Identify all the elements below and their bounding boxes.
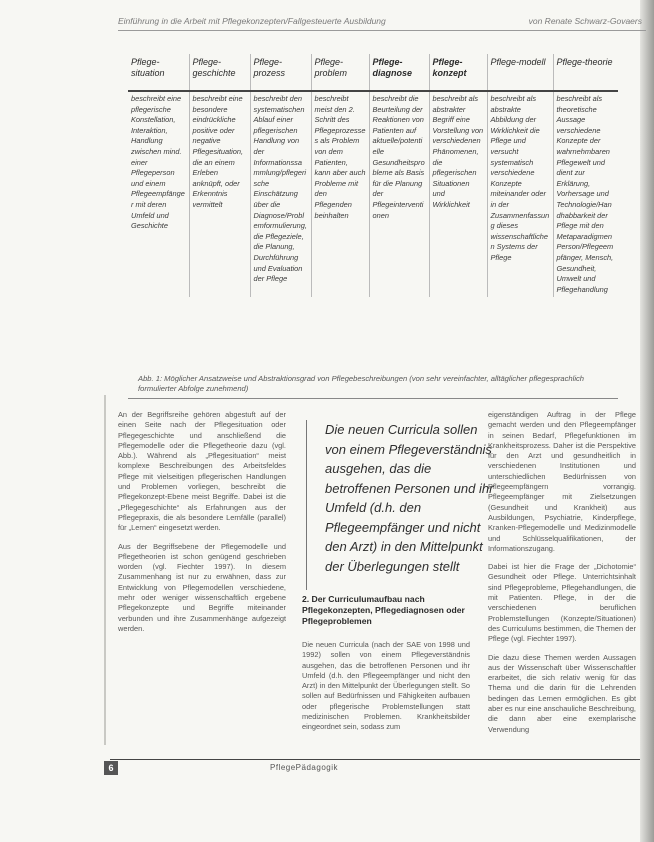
col-header-pflegekonzept: Pflege-konzept [429,54,487,91]
col-header-pflegegeschichte: Pflege-geschichte [189,54,250,91]
table-cell: beschreibt als abstrakte Abbildung der Wirklichkeit die Pflege und versucht systematisch verschiedene Konzepte miteinander oder in der Zusammenfassung dieses wissenschaftlichen Systems der Pflege [487,91,553,297]
col-header-pflegeprozess: Pflege-prozess [250,54,311,91]
col-header-pflegesituation: Pflege-situation [128,54,189,91]
table-cell: beschreibt den systematischen Ablauf einer pflegerischen Handlung von der Informationssammlung/pflegerische Einschätzung über die Diagnose/Problemformulierung, die Pflegeziele, die Planung, Durchführung und Evaluation der Pflege [250,91,311,297]
col-header-pflegeproblem: Pflege-problem [311,54,369,91]
paragraph: eigenständigen Auftrag in der Pflege gemacht werden und den Pflegeempfänger in seinen Bedarf, Pflegefunktionen im Krankheitsprozess. Daher ist die Perspektive für den Arzt und gesundheitlich in verschiedenen Institutionen und unterschiedlichen Bedürfnissen von Pflegeempfängern vorrangig. Pflegeempfänger mit Zielsetzungen (Gesundheit und Krankheit) aus Ausbildungen, Psychiatrie, Kinderpflege, Kranken-Pflegemodelle und Medizinmodelle und Schlüsselqualifikationen, der Informationszugang. [488,410,636,553]
table-header-row [128,54,618,91]
header-left: Einführung in die Arbeit mit Pflegekonzepten/Fallgesteuerte Ausbildung [118,16,386,26]
journal-name: PflegePädagogik [270,763,338,772]
paragraph: An der Begriffsreihe gehören abgestuft auf der einen Seite nach der Pflegesituation oder Pflegegeschichte und anschließend die Pflegemodelle oder die Pflegetheorie dazu (vgl. Abb.). Während als „Pflegesituation“ meist komplexe Beschreibungen des Arbeitsfeldes Pflege mit vielseitigen pflegerischen Handlungen und Problemen vorliegen, beschreibt die Pflegekonzept-Ebene meist Begriffe. Dabei ist die „Pflegegeschichte“ als Erfahrungen aus der Pflegepraxis, die als besondere Lernfälle (parallel) für „Lernen“ eingesetzt werden. [118,410,286,533]
paragraph: Dabei ist hier die Frage der „Dichotomie“ Gesundheit oder Pflege. Unterrichtsinhalt sind Pflegeprobleme, Pflegehandlungen, die mit Patienten. Pflege, in der die verschiedenen beruflichen Problemstellungen (Konzepte/Situationen) des Curriculums bestimmen, die Themen der Pflege (vgl. Fiechter 1997). [488,562,636,644]
paragraph: Die dazu diese Themen werden Aussagen aus der Wissenschaft über Wissenschaftler erarbeitet, die sich relativ wenig für das Thema und die darin für die Lehrenden bedingen das Lernen ermöglichen. Es gibt aber es nur eine anschauliche Beschreibung, die dann aber eine exemplarische Verwendung [488,652,636,734]
col-header-pflegediagnose: Pflege-diagnose [369,54,429,91]
col-header-pflegetheorie: Pflege-theorie [553,54,618,91]
table-cell: beschreibt eine besondere eindrückliche positive oder negative Pflegesituation, die an einem Erleben anknüpft, oder Erkenntnis vermittelt [189,91,250,297]
caption-rule [128,398,618,399]
page-edge-shadow [640,0,654,842]
running-header [118,14,646,30]
footer-rule [110,759,640,760]
table-cell: beschreibt eine pflegerische Konstellation, Interaktion, Handlung zwischen mind. einer Pflegeperson und einem Pflegeempfänger mit deren Umfeld und Geschichte [131,94,185,231]
paragraph: Die neuen Curricula (nach der SAE von 1998 und 1992) sollen von einem Pflegeverständnis ausgehen, das die betroffenen Personen und ihr Umfeld (d.h. den Pflegeempfänger und nicht den Arzt) in den Mittelpunkt der Überlegungen stellt. So sollen auf Bedürfnissen und Fähigkeiten aufbauen oder pflegerische Problemstellungen statt medizinischen Problemen. Krankheitsbilder eingeordnet sein, sodass zum [302,640,470,732]
figure-caption: Abb. 1: Möglicher Ansatzweise und Abstraktionsgrad von Pflegebeschreibungen (von sehr vereinfachter, alltäglicher pflegesprachlich formulierter Abfolge zunehmend) [138,374,585,393]
header-right: von Renate Schwarz-Govaers [528,16,642,26]
body-column-right [488,410,636,743]
table-row [128,91,618,297]
body-column-left [118,410,286,642]
table-cell: beschreibt meist den 2. Schritt des Pflegeprozesses als Problem von dem Patienten, kann aber auch Probleme mit den Pflegenden beinhalten [311,91,369,297]
page-number: 6 [104,761,118,775]
col-header-pflegemodell: Pflege-modell [487,54,553,91]
table-cell: beschreibt die Beurteilung der Reaktionen von Patienten auf aktuelle/potentielle Gesundheitsprobleme als Basis für die Planung der Pflegeinterventionen [369,91,429,297]
section-heading: 2. Der Curriculumaufbau nach Pflegekonzepten, Pflegediagnosen oder Pflegeproblemen [302,594,465,626]
concept-comparison-table [128,54,618,297]
table-cell: beschreibt als theoretische Aussage verschiedene Konzepte der wahrnehmbaren Pflegewelt und dient zur Erklärung, Vorhersage und Technologie/Handhabbarkeit der Pflege mit den Metaparadigmen Person/Pflegeempfänger, Mensch, Gesundheit, Umwelt und Pflegehandlung [553,91,618,297]
pull-quote: Die neuen Curricula sollen von einem Pflegeverständnis ausgehen, das die betroffenen Personen und ihr Umfeld (d.h. den Pflegeempfänger und nicht den Arzt) in den Mittelpunkt der Überlegungen stellt [306,420,495,590]
body-column-middle [302,640,470,741]
binding-shadow [104,395,106,745]
header-rule [118,30,646,31]
paragraph: Aus der Begriffsebene der Pflegemodelle und Pflegetheorien ist schon genügend geschrieben worden (vgl. Fiechter 1997). In diesem Zusammenhang ist nur zu erwähnen, dass zur Entwicklung von Pflegemodellen verschiedene, mehr oder weniger wissenschaftlich ergebene Pflegekonzepte und Begriffe miteinander verbunden und ihre Zusammenhänge aufgezeigt werden. [118,541,286,633]
table-cell: beschreibt als abstrakter Begriff eine Vorstellung von verschiedenen Phänomenen, die pflegerischen Situationen und Wirklichkeit [429,91,487,297]
